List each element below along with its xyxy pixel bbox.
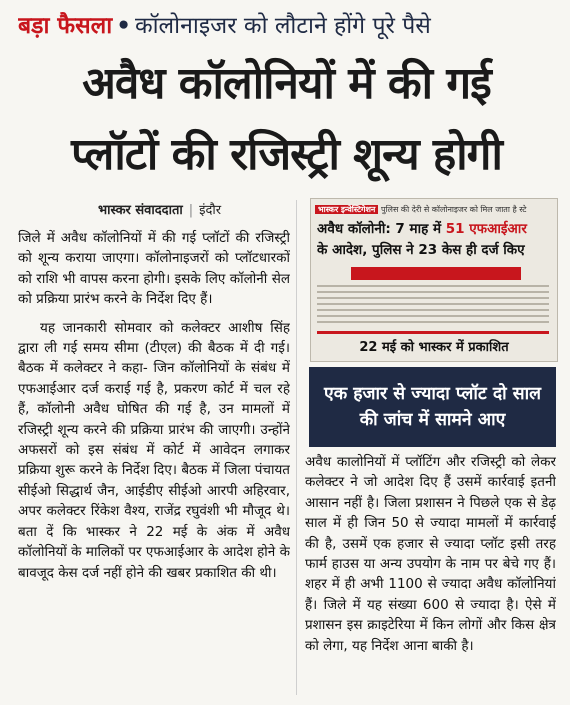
- clipping-head-line-2: के आदेश, पुलिस ने 23 केस ही दर्ज किए: [317, 242, 525, 258]
- headline-line-1: अवैध कॉलोनियों में की गई: [82, 58, 491, 109]
- headline-line-2: प्लॉटों की रजिस्ट्री शून्य होगी: [71, 129, 502, 180]
- clipping-head-number: 51 एफआईआर: [445, 221, 527, 237]
- kicker: [18, 6, 558, 46]
- clipping-headline: [317, 219, 553, 263]
- clipping-text-lines: [317, 285, 549, 329]
- byline-reporter: भास्कर संवाददाता: [98, 203, 183, 218]
- body-paragraph-3: अवैध कालोनियों में प्लॉटिंग और रजिस्ट्री को लेकर कलेक्टर ने जो आदेश दिए हैं उसमें कार्रवाई इतनी आसान नहीं है। जिला प्रशासन ने पिछले एक से डेढ़ साल में ही जिन 50 से ज्यादा मामलों में कार्रवाई की है, उसमें एक हजार से ज्यादा प्लॉट इसी तरह फार्म हाउस या अन्य उपयोग के नाम पर बेचे गए हैं। शहर में ही अभी 1100 से ज्यादा अवैध कॉलोनियां हैं। जिले में यह संख्या 600 से ज्यादा है। ऐसे में प्रशासन इस क्राइटेरिया में किन लोगों और किस क्षेत्र को लेगा, यह निर्देश आना बाकी है।: [305, 454, 556, 654]
- column-divider: [296, 200, 297, 695]
- subheading-box: [309, 367, 556, 447]
- byline-separator: |: [188, 203, 194, 218]
- clipping-rule: [317, 331, 549, 334]
- clipping-red-band: [351, 267, 521, 280]
- kicker-bullet: •: [116, 13, 131, 39]
- clipping-head-prefix: अवैध कॉलोनी: 7 माह में: [317, 221, 446, 237]
- byline-city: इंदौर: [199, 203, 222, 218]
- clipping-caption: 22 मई को भास्कर में प्रकाशित: [359, 340, 509, 355]
- article-body-left: [18, 228, 290, 698]
- article-body-right: [305, 452, 556, 697]
- kicker-label: बड़ा फैसला: [18, 13, 113, 39]
- byline: [98, 200, 221, 218]
- body-paragraph-1: जिले में अवैध कॉलोनियों में की गई प्लॉटों की रजिस्ट्री को शून्य कराया जाएगा। कॉलोनाइजरों को प्लॉटधारकों को राशि भी वापस करना होगी। इसके लिए कॉलोनी सेल को प्रक्रिया प्रारंभ करने के निर्देश दिए हैं।: [18, 230, 290, 308]
- newspaper-clipping: [310, 198, 558, 362]
- body-paragraph-2: यह जानकारी सोमवार को कलेक्टर आशीष सिंह द्वारा ली गई समय सीमा (टीएल) की बैठक में दी गई। बैठक में कलेक्टर ने कहा- जिन कॉलोनियों के संबंध में एफआईआर दर्ज कराई गई है, प्रकरण कोर्ट में चल रहे हैं, कॉलोनी अवैध घोषित की गई है, उन मामलों में रजिस्ट्री शून्य करने की प्रक्रिया प्रारंभ की जाएगी। उन्होंने अफसरों को इस संबंध में कोर्ट में आवेदन लगाकर प्रक्रिया शुरू करने के निर्देश दिए। बैठक में जिला पंचायत सीईओ सिद्धार्थ जैन, आईडीए सीईओ आरपी अहिरवार, अपर कलेक्टर रिंकेश वैश्य, राजेंद्र रघुवंशी भी मौजूद थे। बता दें कि भास्कर ने 22 मई के अंक में अवैध कॉलोनियों के मालिकों पर एफआईआर के आदेश होने के बावजूद केस दर्ज नहीं होने की खबर प्रकाशित की थी।: [18, 319, 290, 581]
- clipping-brand: भास्कर इन्वेस्टिगेशन: [315, 205, 378, 214]
- clipping-strap-text: पुलिस की देरी से कॉलोनाइजर को मिल जाता है स्टे: [380, 205, 527, 214]
- subheading-text: एक हजार से ज्यादा प्लॉट दो साल की जांच में सामने आए: [324, 384, 541, 430]
- clipping-strap: [315, 203, 551, 217]
- kicker-text: कॉलोनाइजर को लौटाने होंगे पूरे पैसे: [134, 13, 431, 39]
